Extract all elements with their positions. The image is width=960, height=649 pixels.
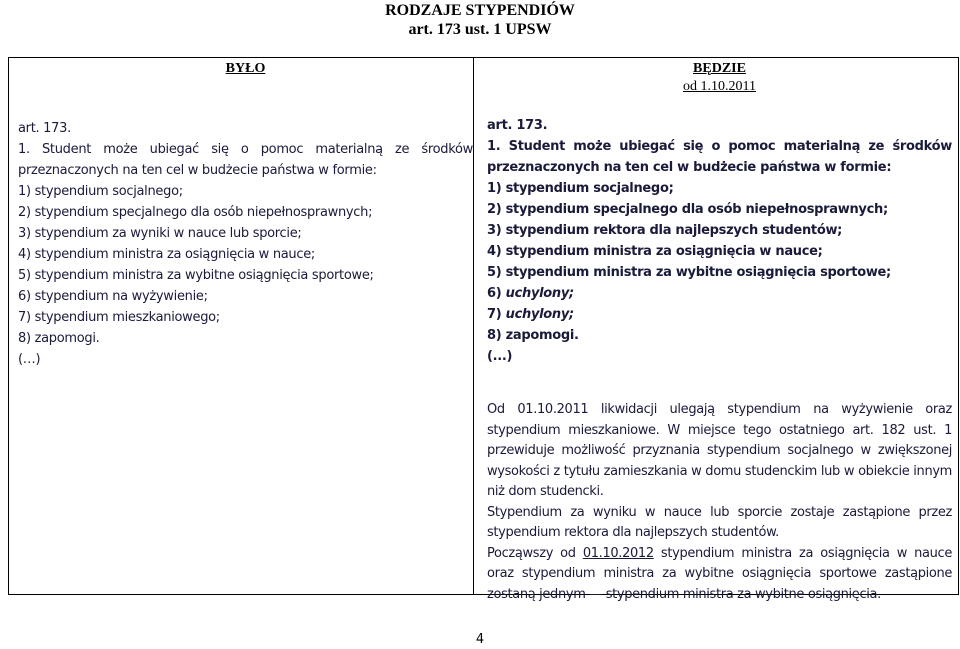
right-item: 3) stypendium rektora dla najlepszych studentów; [487, 223, 843, 238]
left-item: 7) stypendium mieszkaniowego; [18, 310, 220, 325]
right-item7-text: uchylony; [505, 307, 574, 322]
right-intro-2: przeznaczonych na ten cel w budżecie państwa w formie: [487, 160, 892, 175]
column-after-heading: BĘDZIE [693, 61, 746, 76]
note3-date: 01.10.2012 [582, 545, 654, 561]
note3-prefix: Począwszy od [487, 545, 583, 561]
page-number: 4 [475, 632, 485, 647]
left-item: 4) stypendium ministra za osiągnięcia w nauce; [18, 247, 315, 262]
note-paragraph-2: Stypendium za wyniku w nauce lub sporcie zostaje zastąpione przez stypendium rektora dla najlepszych studentów. [487, 504, 952, 540]
column-divider [473, 57, 474, 595]
note3-rest: stypendium ministra za osiągnięcia w nauce oraz stypendium ministra za wybitne osiągnięcia sportowe zastąpione zostaną jednym — stypendium ministra za wybitne osiągnięcia. [487, 545, 952, 602]
right-ellipsis: (...) [487, 349, 513, 364]
right-item6-prefix: 6) [487, 286, 506, 301]
left-intro: 1. Student może ubiegać się o pomoc materialną ze środków [18, 142, 473, 157]
note-paragraph-3 [487, 544, 952, 606]
right-article: art. 173. [487, 118, 548, 133]
column-before [18, 60, 473, 370]
right-item [487, 304, 952, 325]
left-item: 6) stypendium na wyżywienie; [18, 289, 208, 304]
column-before-heading: BYŁO [225, 61, 266, 76]
right-item: 1) stypendium socjalnego; [487, 181, 674, 196]
right-item: 4) stypendium ministra za osiągnięcia w nauce; [487, 244, 823, 259]
left-intro-2: przeznaczonych na ten cel w budżecie państwa w formie: [18, 163, 377, 178]
document-title: RODZAJE STYPENDIÓW [385, 2, 575, 19]
right-intro: 1. Student może ubiegać się o pomoc materialną ze środków [487, 139, 952, 154]
left-ellipsis: (…) [18, 352, 41, 367]
left-item: 1) stypendium socjalnego; [18, 184, 183, 199]
column-after-date: od 1.10.2011 [683, 79, 756, 94]
note-paragraph-1: Od 01.10.2011 likwidacji ulegają stypendium na wyżywienie oraz stypendium mieszkaniowe. W miejsce tego ostatniego art. 182 ust. 1 przewiduje możliwość przyznania stypendium socjalnego w zwiększonej wysokości z tytułu zamieszkania w domu studenckim lub w obiekcie innym niż dom studencki. [487, 402, 952, 499]
right-item [487, 283, 952, 304]
left-item: 3) stypendium za wyniki w nauce lub sporcie; [18, 226, 302, 241]
document-subtitle: art. 173 ust. 1 UPSW [408, 21, 552, 38]
left-article: art. 173. [18, 121, 71, 136]
right-item: 5) stypendium ministra za wybitne osiągnięcia sportowe; [487, 265, 891, 280]
column-after [487, 60, 952, 605]
left-item: 8) zapomogi. [18, 331, 100, 346]
right-item7-prefix: 7) [487, 307, 506, 322]
left-item: 2) stypendium specjalnego dla osób niepełnosprawnych; [18, 205, 373, 220]
right-item: 2) stypendium specjalnego dla osób niepełnosprawnych; [487, 202, 888, 217]
change-notes [487, 400, 952, 605]
right-item: 8) zapomogi. [487, 328, 579, 343]
right-item6-text: uchylony; [505, 286, 574, 301]
left-item: 5) stypendium ministra za wybitne osiągnięcia sportowe; [18, 268, 374, 283]
